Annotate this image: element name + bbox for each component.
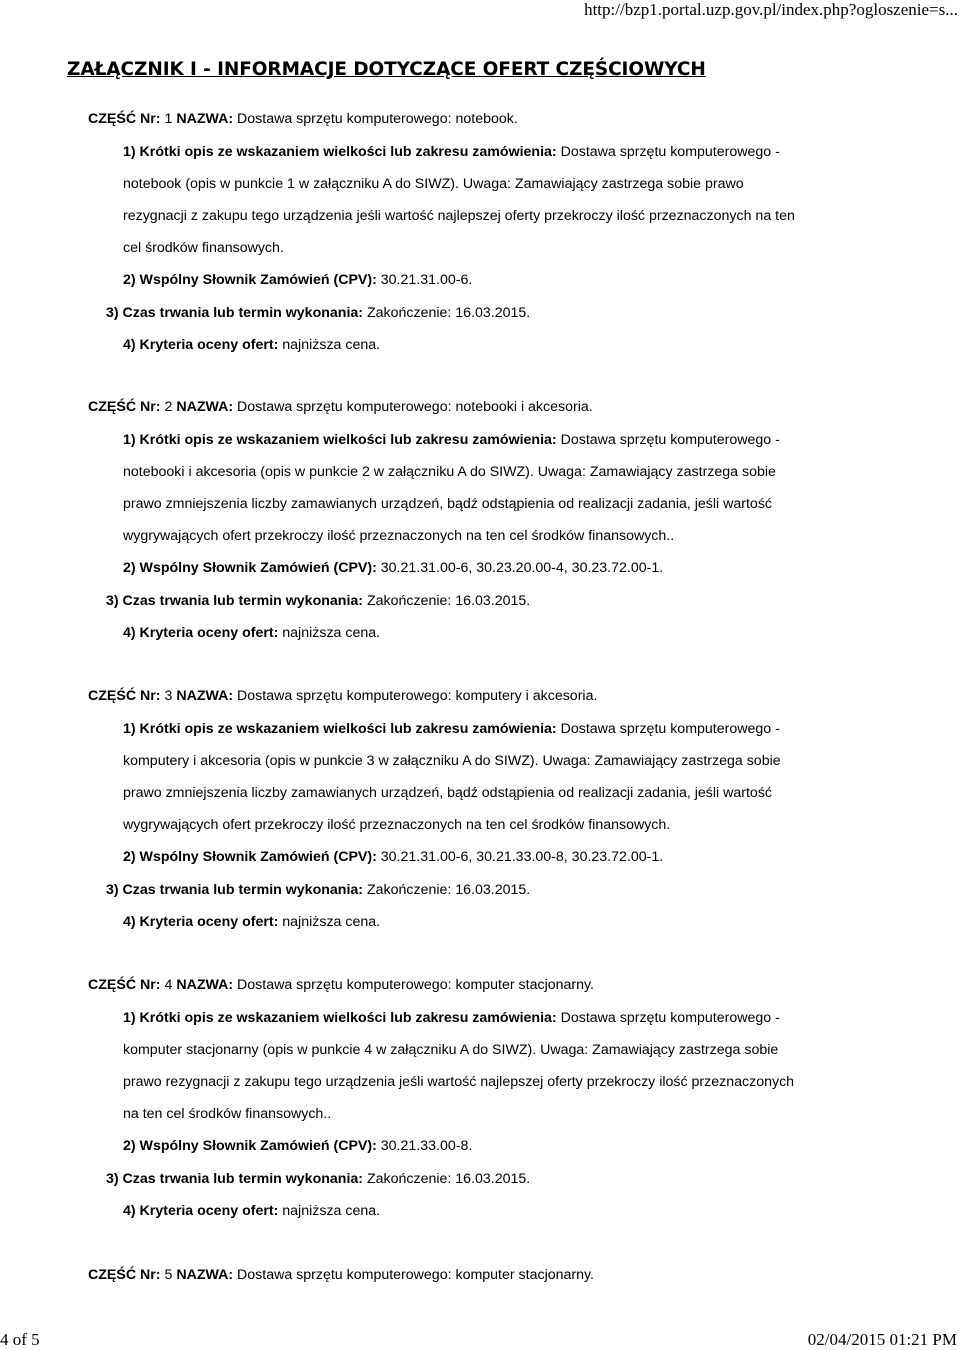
description-line: notebook (opis w punkcie 1 w załączniku A do SIWZ). Uwaga: Zamawiający zastrzega sobie prawo xyxy=(123,176,744,192)
description-line: prawo zmniejszenia liczby zamawianych urządzeń, bądź odstąpienia od realizacji zadania, jeśli wartość xyxy=(123,496,773,512)
description-line: komputery i akcesoria (opis w punkcie 3 w załączniku A do SIWZ). Uwaga: Zamawiający zastrzega sobie xyxy=(123,753,781,769)
part-number: 3 xyxy=(164,688,173,704)
part-number: 1 xyxy=(164,111,173,127)
description-line: notebooki i akcesoria (opis w punkcie 2 w załączniku A do SIWZ). Uwaga: Zamawiający zastrzega sobie xyxy=(123,464,776,480)
part-time: 3) Czas trwania lub termin wykonania: Zakończenie: 16.03.2015. xyxy=(106,882,531,898)
part-heading: CZĘŚĆ Nr: 5 NAZWA: Dostawa sprzętu komputerowego: komputer stacjonarny. xyxy=(88,1267,594,1283)
description-line: komputer stacjonarny (opis w punkcie 4 w załączniku A do SIWZ). Uwaga: Zamawiający zastrzega sobie xyxy=(123,1042,779,1058)
part-name: Dostawa sprzętu komputerowego: komputer stacjonarny. xyxy=(237,977,594,993)
part-cpv: 2) Wspólny Słownik Zamówień (CPV): 30.21.31.00-6. xyxy=(123,272,473,288)
part-heading: CZĘŚĆ Nr: 4 NAZWA: Dostawa sprzętu komputerowego: komputer stacjonarny. xyxy=(88,977,594,993)
description-line: prawo rezygnacji z zakupu tego urządzenia jeśli wartość najlepszej oferty przekroczy ilość przeznaczonych xyxy=(123,1074,795,1090)
page-counter: 4 of 5 xyxy=(0,1330,40,1349)
part-cpv: 2) Wspólny Słownik Zamówień (CPV): 30.21.31.00-6, 30.23.20.00-4, 30.23.72.00-1. xyxy=(123,560,664,576)
description-line: na ten cel środków finansowych.. xyxy=(123,1106,332,1122)
part-number: 5 xyxy=(164,1267,173,1283)
description-line: wygrywających ofert przekroczy ilość przeznaczonych na ten cel środków finansowych.. xyxy=(123,528,675,544)
part-cpv: 2) Wspólny Słownik Zamówień (CPV): 30.21.31.00-6, 30.21.33.00-8, 30.23.72.00-1. xyxy=(123,849,664,865)
part-heading: CZĘŚĆ Nr: 1 NAZWA: Dostawa sprzętu komputerowego: notebook. xyxy=(88,111,518,127)
part-cpv: 2) Wspólny Słownik Zamówień (CPV): 30.21.33.00-8. xyxy=(123,1138,473,1154)
print-datetime: 02/04/2015 01:21 PM xyxy=(807,1330,957,1349)
part-name: Dostawa sprzętu komputerowego: notebook. xyxy=(237,111,518,127)
part-name: Dostawa sprzętu komputerowego: komputery i akcesoria. xyxy=(237,688,598,704)
description-line: rezygnacji z zakupu tego urządzenia jeśli wartość najlepszej oferty przekroczy ilość przeznaczonych na ten xyxy=(123,208,795,224)
part-description: 1) Krótki opis ze wskazaniem wielkości lub zakresu zamówienia: Dostawa sprzętu komputerowego - xyxy=(123,1010,780,1026)
header-url: http://bzp1.portal.uzp.gov.pl/index.php?ogloszenie=s... xyxy=(584,0,958,19)
part-number: 4 xyxy=(164,977,173,993)
description-line: wygrywających ofert przekroczy ilość przeznaczonych na ten cel środków finansowych. xyxy=(123,817,671,833)
part-criteria: 4) Kryteria oceny ofert: najniższa cena. xyxy=(123,337,381,353)
part-criteria: 4) Kryteria oceny ofert: najniższa cena. xyxy=(123,1203,381,1219)
description-line: prawo zmniejszenia liczby zamawianych urządzeń, bądź odstąpienia od realizacji zadania, jeśli wartość xyxy=(123,785,773,801)
part-name: Dostawa sprzętu komputerowego: komputer stacjonarny. xyxy=(237,1267,594,1283)
part-description: 1) Krótki opis ze wskazaniem wielkości lub zakresu zamówienia: Dostawa sprzętu komputerowego - xyxy=(123,144,780,160)
part-description: 1) Krótki opis ze wskazaniem wielkości lub zakresu zamówienia: Dostawa sprzętu komputerowego - xyxy=(123,721,780,737)
part-time: 3) Czas trwania lub termin wykonania: Zakończenie: 16.03.2015. xyxy=(106,1171,531,1187)
part-description: 1) Krótki opis ze wskazaniem wielkości lub zakresu zamówienia: Dostawa sprzętu komputerowego - xyxy=(123,432,780,448)
part-heading: CZĘŚĆ Nr: 3 NAZWA: Dostawa sprzętu komputerowego: komputery i akcesoria. xyxy=(88,688,598,704)
part-criteria: 4) Kryteria oceny ofert: najniższa cena. xyxy=(123,625,381,641)
page-title: ZAŁĄCZNIK I - INFORMACJE DOTYCZĄCE OFERT CZĘŚCIOWYCH xyxy=(67,59,706,80)
part-criteria: 4) Kryteria oceny ofert: najniższa cena. xyxy=(123,914,381,930)
part-time: 3) Czas trwania lub termin wykonania: Zakończenie: 16.03.2015. xyxy=(106,593,531,609)
part-number: 2 xyxy=(164,399,173,415)
part-heading: CZĘŚĆ Nr: 2 NAZWA: Dostawa sprzętu komputerowego: notebooki i akcesoria. xyxy=(88,399,593,415)
description-line: cel środków finansowych. xyxy=(123,240,284,256)
part-name: Dostawa sprzętu komputerowego: notebooki i akcesoria. xyxy=(237,399,593,415)
part-time: 3) Czas trwania lub termin wykonania: Zakończenie: 16.03.2015. xyxy=(106,305,531,321)
